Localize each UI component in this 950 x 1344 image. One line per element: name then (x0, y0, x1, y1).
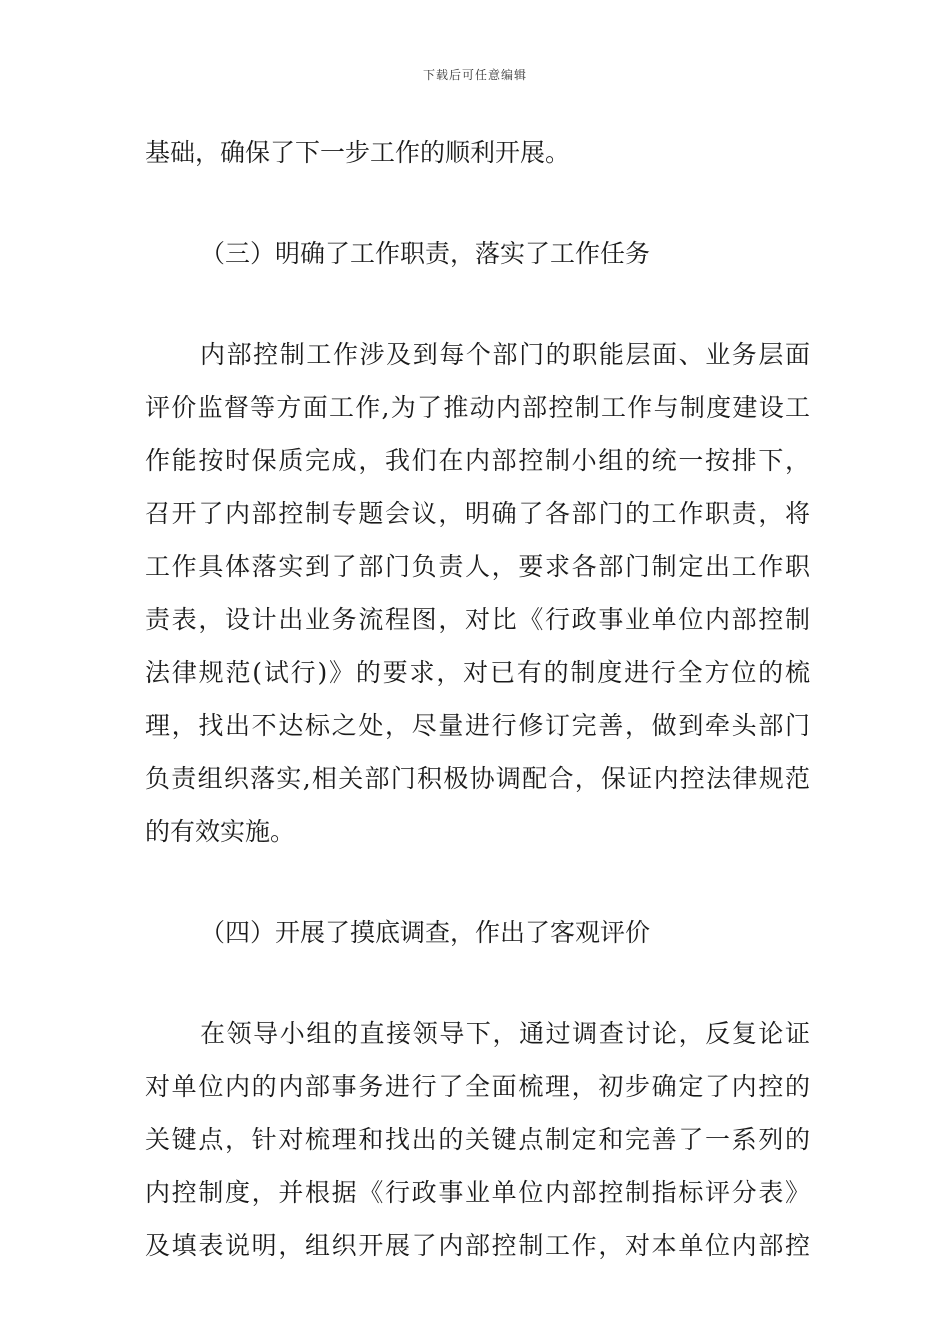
text-line: 召开了内部控制专题会议，明确了各部门的工作职责，将 (145, 499, 810, 528)
paragraph (145, 1007, 810, 1272)
page-header-note: 下载后可任意编辑 (422, 68, 527, 82)
text-line: 内部控制工作涉及到每个部门的职能层面、业务层面 (200, 340, 810, 369)
text-line: 责表，设计出业务流程图，对比《行政事业单位内部控制 (145, 605, 810, 634)
paragraph-gap (145, 858, 810, 906)
text-line: 对单位内的内部事务进行了全面梳理，初步确定了内控的 (145, 1072, 810, 1101)
paragraph-gap (145, 959, 810, 1007)
section-heading: （四）开展了摸底调查，作出了客观评价 (200, 918, 651, 947)
text-line: 关键点，针对梳理和找出的关键点制定和完善了一系列的 (145, 1125, 810, 1154)
paragraph (145, 328, 810, 858)
text-line: 负责组织落实,相关部门积极协调配合，保证内控法律规范 (145, 764, 810, 793)
text-line: 评价监督等方面工作,为了推动内部控制工作与制度建设工 (145, 393, 810, 422)
text-line: 内控制度，并根据《行政事业单位内部控制指标评分表》 (145, 1178, 810, 1207)
text-line: 法律规范(试行)》的要求，对已有的制度进行全方位的梳 (145, 658, 810, 687)
text-line: 基础，确保了下一步工作的顺利开展。 (145, 138, 571, 167)
text-line: 理，找出不达标之处，尽量进行修订完善，做到牵头部门 (145, 711, 810, 740)
text-line: 的有效实施。 (145, 817, 296, 846)
section-heading: （三）明确了工作职责，落实了工作任务 (200, 239, 651, 268)
document-body (145, 126, 810, 1272)
text-line: 作能按时保质完成，我们在内部控制小组的统一按排下， (145, 446, 810, 475)
paragraph-gap (145, 280, 810, 328)
paragraph-gap (145, 179, 810, 227)
paragraph (145, 126, 810, 179)
text-line: 在领导小组的直接领导下，通过调查讨论，反复论证 (200, 1019, 810, 1048)
text-line: 及填表说明，组织开展了内部控制工作，对本单位内部控 (145, 1231, 810, 1260)
text-line: 工作具体落实到了部门负责人，要求各部门制定出工作职 (145, 552, 810, 581)
